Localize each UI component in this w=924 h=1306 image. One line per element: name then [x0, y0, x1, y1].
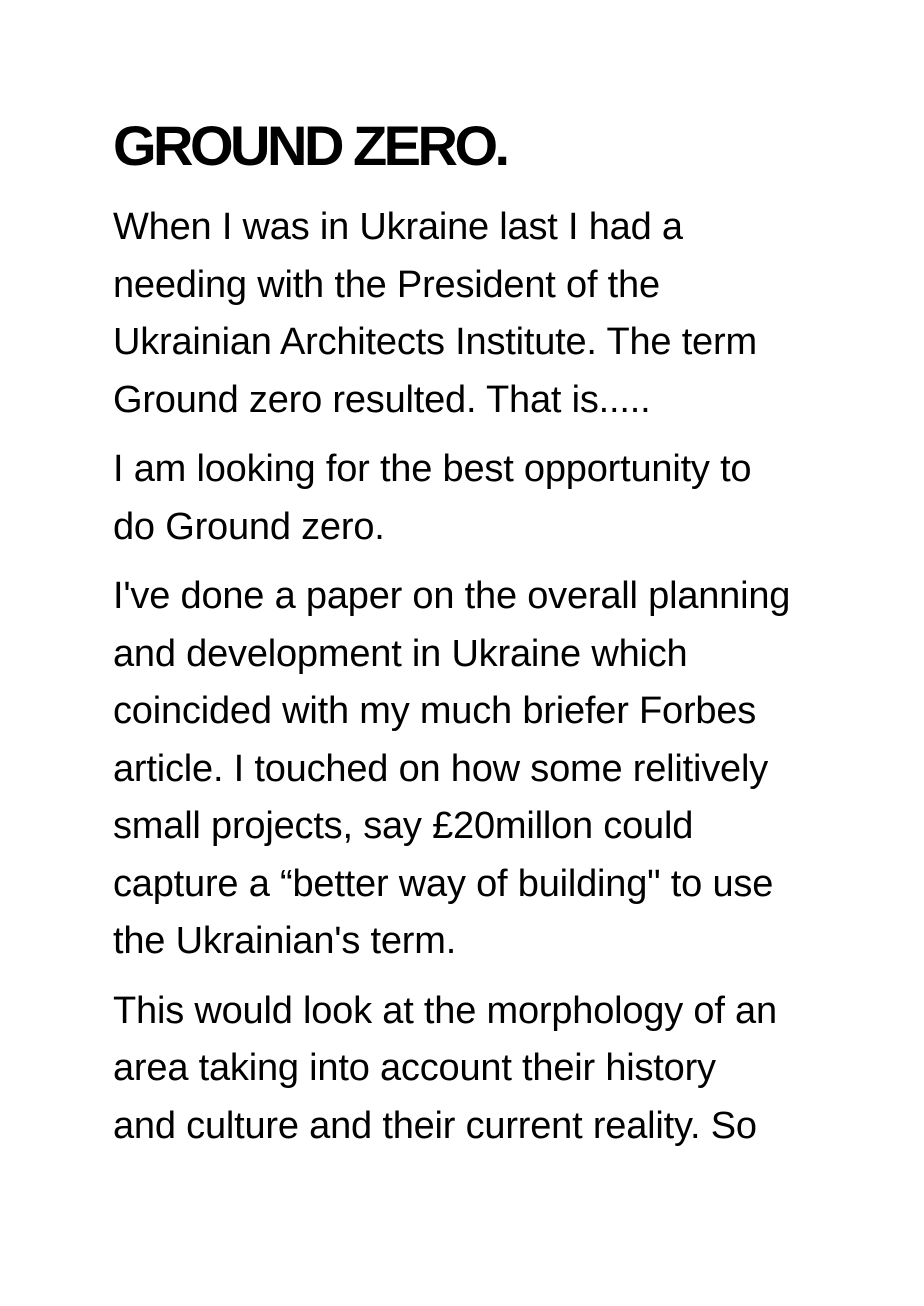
text-line: small projects, say £20millon could	[113, 805, 694, 847]
text-line: and development in Ukraine which	[113, 632, 688, 675]
paragraph-3	[113, 568, 843, 971]
text-line: needing with the President of the	[113, 263, 660, 306]
text-line: coincided with my much briefer Forbes	[113, 690, 757, 732]
text-line: do Ground zero.	[113, 505, 385, 548]
text-line: capture a “better way of building" to use	[113, 862, 774, 905]
text-line: Ukrainian Architects Institute. The term	[113, 321, 757, 363]
text-line: area taking into account their history	[113, 1047, 716, 1089]
paragraph-1	[113, 199, 843, 429]
text-line: article. I touched on how some relitively	[113, 747, 769, 790]
paragraph-4	[113, 983, 843, 1156]
document-title: GROUND ZERO.	[113, 114, 507, 177]
paragraph-2	[113, 441, 843, 556]
text-line: I've done a paper on the overall planning	[113, 575, 791, 617]
text-line: and culture and their current reality. So	[113, 1104, 757, 1147]
text-line: I am looking for the best opportunity to	[113, 448, 752, 490]
document-content	[113, 114, 843, 1155]
text-line: the Ukrainian's term.	[113, 920, 457, 962]
text-line: This would look at the morphology of an	[113, 989, 777, 1032]
text-line: When I was in Ukraine last I had a	[113, 206, 683, 248]
text-line: Ground zero resulted. That is.....	[113, 378, 651, 421]
